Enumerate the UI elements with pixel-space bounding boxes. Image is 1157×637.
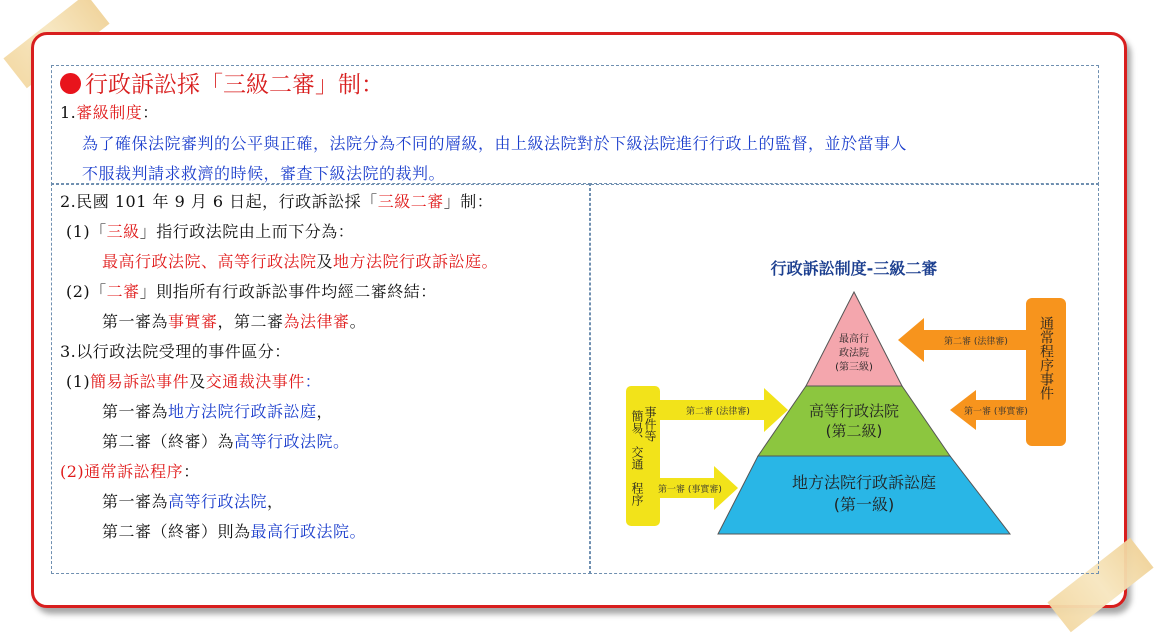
pyramid-middle-tier xyxy=(758,386,950,456)
right-arrow-lower-label: 第一審 (事實審) xyxy=(964,407,1028,417)
section3-intro: 3.以行政法院受理的事件區分： xyxy=(60,342,291,361)
right-label-vertical: 通常程序事件 xyxy=(1038,316,1054,400)
right-arrow-upper-label: 第二審 (法律審) xyxy=(944,337,1008,347)
left-label-col1: 事件等 xyxy=(643,406,657,442)
middle-tier-label-1: 高等行政法院 xyxy=(808,402,900,420)
bullet-dot-icon xyxy=(60,73,81,94)
left-label-col3: 程序 xyxy=(630,482,644,506)
section2-courts: 最高行政法院、高等行政法院及地方法院行政訴訟庭。 xyxy=(102,252,499,271)
section3-point1-first: 第一審為地方法院行政訴訟庭， xyxy=(102,402,334,421)
top-tier-label-2: 政法院 xyxy=(839,348,869,359)
section1-desc-line2: 不服裁判請求救濟的時候，審查下級法院的裁判。 xyxy=(82,164,446,183)
section3-point2-first: 第一審為高等行政法院， xyxy=(102,492,284,511)
section3-point1: (1)簡易訴訟事件及交通裁決事件： xyxy=(66,372,322,391)
section2-point2: (2)「二審」則指所有行政訴訟事件均經二審終結： xyxy=(66,282,437,301)
section2-point1: (1)「三級」指行政法院由上而下分為： xyxy=(66,222,355,241)
top-tier-label-3: (第三級) xyxy=(835,362,873,373)
section2-intro: 2.民國 101 年 9 月 6 日起，行政訴訟採「三級二審」制： xyxy=(60,192,494,211)
diagram-title: 行政訴訟制度-三級二審 xyxy=(770,259,938,278)
left-arrow-upper-label: 第二審 (法律審) xyxy=(686,407,750,417)
section3-point2: (2)通常訴訟程序： xyxy=(60,462,200,481)
page-title: 行政訴訟採「三級二審」制： xyxy=(60,66,384,99)
court-system-diagram xyxy=(606,250,1086,550)
section2-trials: 第一審為事實審，第二審為法律審。 xyxy=(102,312,367,331)
section3-point2-second: 第二審（終審）則為最高行政法院。 xyxy=(102,522,367,541)
top-tier-label-1: 最高行 xyxy=(839,334,869,345)
section1-desc-line1: 為了確保法院審判的公平與正確，法院分為不同的層級，由上級法院對於下級法院進行行政上的監督，並於當事人 xyxy=(82,134,908,153)
section1-title: 1.審級制度： xyxy=(60,103,159,122)
section3-point1-second: 第二審（終審）為高等行政法院。 xyxy=(102,432,350,451)
left-arrow-lower-label: 第一審 (事實審) xyxy=(658,485,722,495)
middle-tier-label-2: (第二級) xyxy=(825,422,883,440)
bottom-tier-label-2: (第一級) xyxy=(833,495,895,514)
left-label-col2: 簡易、交通 xyxy=(630,410,644,470)
bottom-tier-label-1: 地方法院行政訴訟庭 xyxy=(791,473,937,492)
